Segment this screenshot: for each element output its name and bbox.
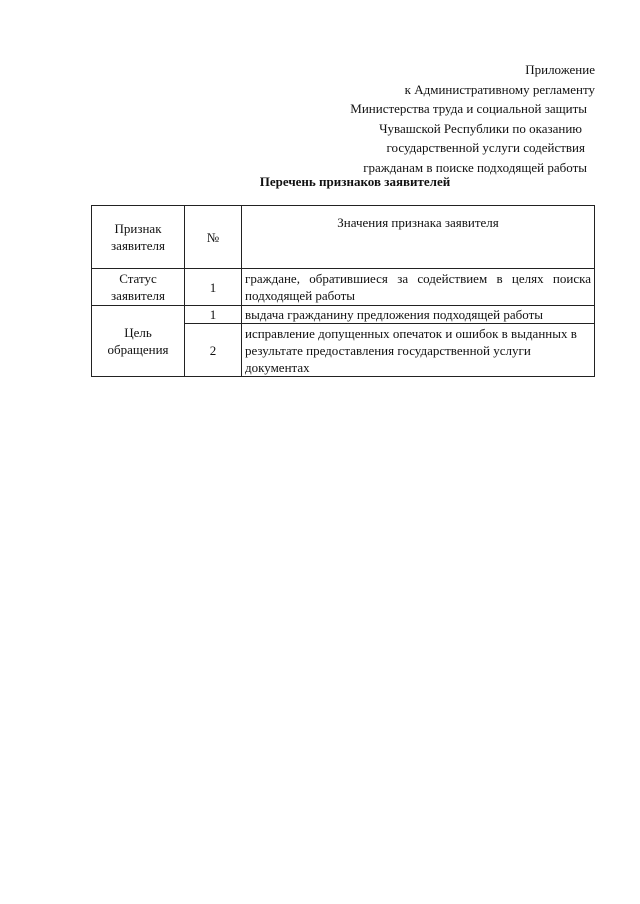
number-cell: 2 <box>185 324 242 377</box>
header-line-ministry: Министерства труда и социальной защиты <box>350 101 587 116</box>
value-cell: выдача гражданину предложения подходящей работы <box>242 306 595 324</box>
table-row <box>92 269 595 306</box>
value-cell: граждане, обратившиеся за содействием в целях поиска подходящей работы <box>242 269 595 306</box>
applicant-features-table <box>91 205 595 377</box>
header-line-republic: Чувашской Республики по оказанию <box>379 120 582 136</box>
header-cell-feature: Признак заявителя <box>92 206 185 269</box>
appendix-header <box>300 60 595 177</box>
value-cell: исправление допущенных опечаток и ошибок в выданных в результате предоставления государственной услуги документах <box>242 324 595 377</box>
feature-cell-purpose: Цель обращения <box>92 306 185 377</box>
feature-cell-status: Статус заявителя <box>92 269 185 306</box>
header-cell-value: Значения признака заявителя <box>242 206 595 269</box>
header-line-appendix: Приложение <box>525 62 595 77</box>
header-line-citizens: гражданам в поиске подходящей работы <box>363 159 587 175</box>
table-header-row <box>92 206 595 269</box>
header-line-regulation: к Административному регламенту <box>404 81 595 97</box>
header-cell-number: № <box>185 206 242 269</box>
number-cell: 1 <box>185 306 242 324</box>
document-title: Перечень признаков заявителей <box>259 174 451 189</box>
table-row <box>92 306 595 324</box>
header-line-service: государственной услуги содействия <box>386 140 585 155</box>
number-cell: 1 <box>185 269 242 306</box>
